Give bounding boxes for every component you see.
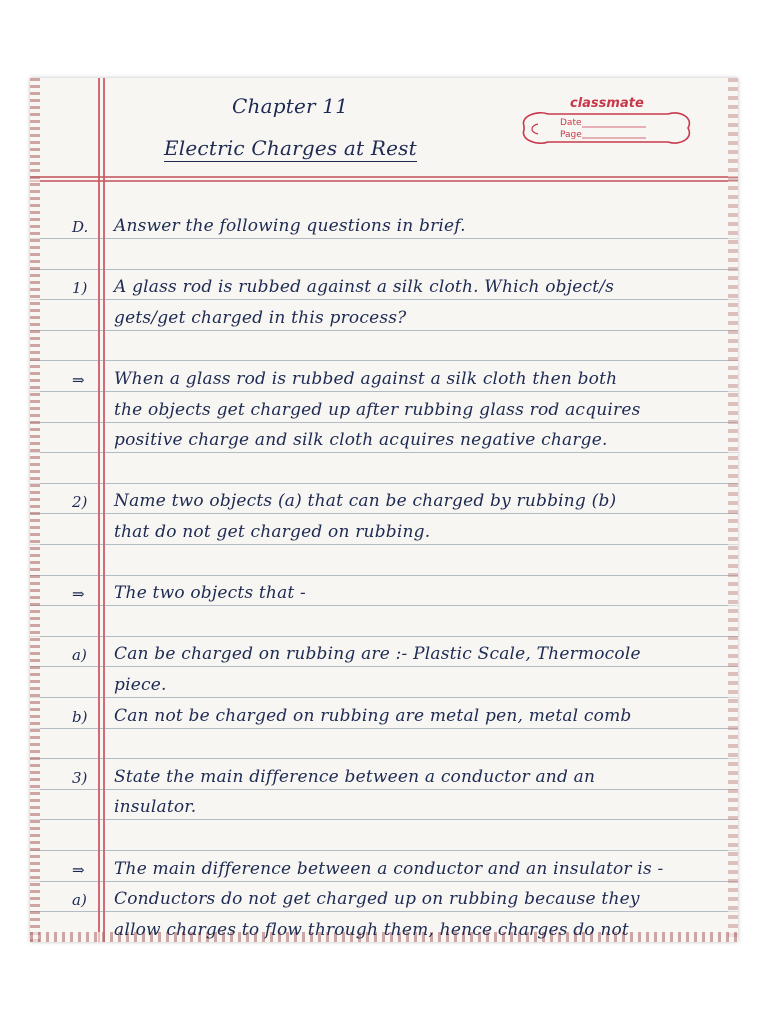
- handwritten-line: When a glass rod is rubbed against a silk cloth then both: [114, 369, 618, 389]
- item-marker: 1): [72, 279, 88, 298]
- ruled-line: [30, 666, 738, 667]
- ruled-line: [30, 789, 738, 790]
- ruled-line: [30, 636, 738, 637]
- handwritten-line: The main difference between a conductor and an insulator is -: [114, 858, 664, 879]
- ruled-line: [30, 819, 738, 820]
- item-marker: b): [72, 707, 88, 726]
- header-rule: [30, 180, 738, 182]
- handwritten-line: Name two objects (a) that can be charged by rubbing (b): [114, 491, 617, 512]
- ruled-line: [30, 422, 738, 423]
- handwritten-line: Can not be charged on rubbing are metal pen, metal comb: [114, 705, 632, 726]
- ruled-line: [30, 544, 738, 545]
- item-marker: a): [72, 891, 87, 910]
- stamp-brand: classmate: [570, 96, 644, 111]
- ruled-line: [30, 728, 738, 729]
- ruled-line: [30, 758, 738, 759]
- ruled-line: [30, 605, 738, 606]
- chapter-heading: Chapter 11: [232, 94, 349, 118]
- stamp-page-label: Page: [560, 130, 582, 140]
- item-marker: ⇒: [72, 371, 85, 389]
- ruled-line: [30, 513, 738, 514]
- handwritten-line: A glass rod is rubbed against a silk cloth. Which object/s: [114, 277, 615, 298]
- header-rule: [30, 176, 738, 178]
- item-marker: 2): [72, 493, 88, 512]
- ruled-line: [30, 911, 738, 912]
- ruled-line: [30, 697, 738, 698]
- ruled-line: [30, 881, 738, 882]
- stamp-date-label: Date: [560, 118, 582, 128]
- margin-line: [98, 78, 100, 942]
- handwritten-line: that do not get charged on rubbing.: [114, 522, 431, 542]
- handwritten-line: the objects get charged up after rubbing glass rod acquires: [114, 399, 641, 420]
- ruled-line: [30, 391, 738, 392]
- item-marker: D.: [72, 218, 89, 236]
- ruled-line: [30, 483, 738, 484]
- ruled-line: [30, 269, 738, 270]
- ruled-line: [30, 850, 738, 851]
- handwritten-line: allow charges to flow through them, hence charges do not: [114, 919, 629, 940]
- item-marker: ⇒: [72, 585, 85, 604]
- handwritten-line: gets/get charged in this process?: [114, 307, 407, 328]
- handwritten-line: insulator.: [114, 797, 197, 818]
- notebook-page: [30, 78, 738, 942]
- handwritten-line: State the main difference between a conductor and an: [114, 766, 596, 787]
- page-edge-right: [728, 78, 738, 942]
- handwritten-line: Can be charged on rubbing are :- Plastic Scale, Thermocole: [114, 644, 641, 665]
- handwritten-line: piece.: [114, 675, 167, 695]
- ruled-line: [30, 299, 738, 300]
- ruled-line: [30, 575, 738, 576]
- chapter-title: Electric Charges at Rest: [164, 136, 417, 160]
- handwritten-line: The two objects that -: [114, 583, 306, 604]
- item-marker: 3): [72, 768, 88, 787]
- item-marker: a): [72, 646, 87, 665]
- handwritten-line: Conductors do not get charged up on rubbing because they: [114, 889, 640, 910]
- page-edge-left: [30, 78, 40, 942]
- ruled-line: [30, 452, 738, 453]
- ruled-line: [30, 238, 738, 239]
- handwritten-line: positive charge and silk cloth acquires negative charge.: [114, 430, 608, 451]
- ruled-line: [30, 330, 738, 331]
- margin-line: [103, 78, 105, 942]
- handwritten-line: Answer the following questions in brief.: [114, 216, 466, 236]
- ruled-line: [30, 360, 738, 361]
- classmate-stamp: [518, 96, 694, 158]
- item-marker: ⇒: [72, 860, 85, 879]
